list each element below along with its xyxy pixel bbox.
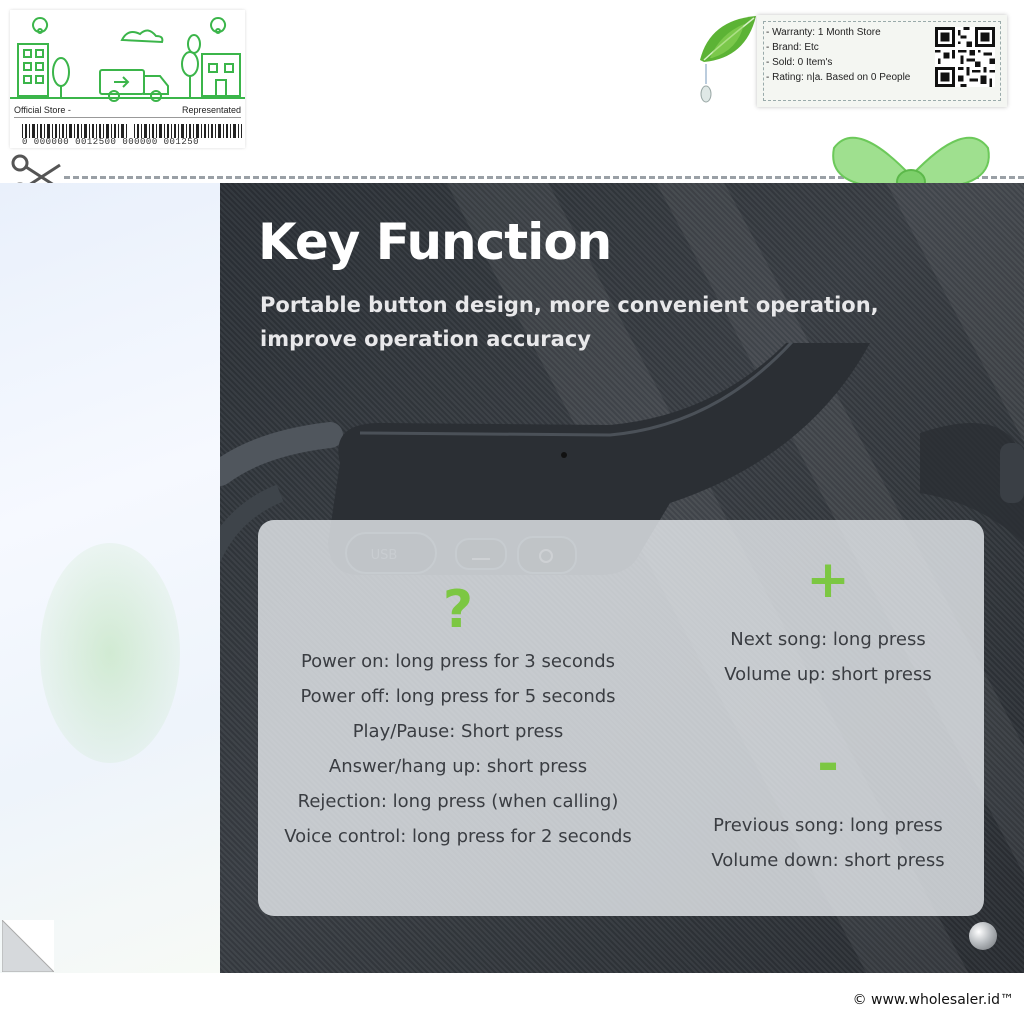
function-line: Next song: long press xyxy=(730,629,926,650)
instruction-box xyxy=(258,520,984,916)
page-curl-icon xyxy=(2,920,54,972)
city-delivery-illustration xyxy=(10,10,245,102)
brand-text: - Brand: Etc xyxy=(766,42,819,53)
function-line: Volume down: short press xyxy=(711,850,945,871)
leaf-icon xyxy=(690,10,760,110)
product-panel xyxy=(220,183,1024,973)
function-line: Play/Pause: Short press xyxy=(352,721,564,742)
store-badge xyxy=(10,10,245,148)
main-button-functions xyxy=(258,580,658,854)
green-glow xyxy=(40,543,180,763)
sold-text: - Sold: 0 Item's xyxy=(766,57,833,68)
official-store-label: Official Store - xyxy=(14,105,71,115)
volume-button-functions xyxy=(678,550,978,878)
function-line: Volume up: short press xyxy=(724,664,932,685)
copyright-footer: © www.wholesaler.id™ xyxy=(852,992,1014,1008)
minus-symbol: - xyxy=(817,734,839,794)
qr-code xyxy=(935,27,995,87)
question-symbol: ? xyxy=(442,580,474,640)
function-line: Power on: long press for 3 seconds xyxy=(300,651,616,672)
rating-text: - Rating: n|a. Based on 0 People xyxy=(766,72,911,83)
subtitle-line-1: Portable button design, more convenient operation, xyxy=(260,293,879,317)
left-decorative-panel xyxy=(0,183,220,973)
function-line: Previous song: long press xyxy=(713,815,943,836)
plus-symbol: + xyxy=(806,550,850,610)
product-info-card xyxy=(757,15,1007,107)
barcode xyxy=(22,124,242,138)
info-list xyxy=(766,25,910,85)
function-line: Voice control: long press for 2 seconds xyxy=(284,826,632,847)
steel-ball-icon xyxy=(969,922,997,950)
page-title: Key Function xyxy=(258,213,612,271)
function-line: Answer/hang up: short press xyxy=(328,756,588,777)
store-labels xyxy=(14,105,241,118)
warranty-text: - Warranty: 1 Month Store xyxy=(766,27,881,38)
subtitle-line-2: improve operation accuracy xyxy=(260,327,591,351)
function-line: Rejection: long press (when calling) xyxy=(297,791,619,812)
barcode-number: 0 000000 0012500 000000 001250 xyxy=(22,137,200,147)
representated-label: Representated xyxy=(181,105,241,115)
function-line: Power off: long press for 5 seconds xyxy=(300,686,616,707)
